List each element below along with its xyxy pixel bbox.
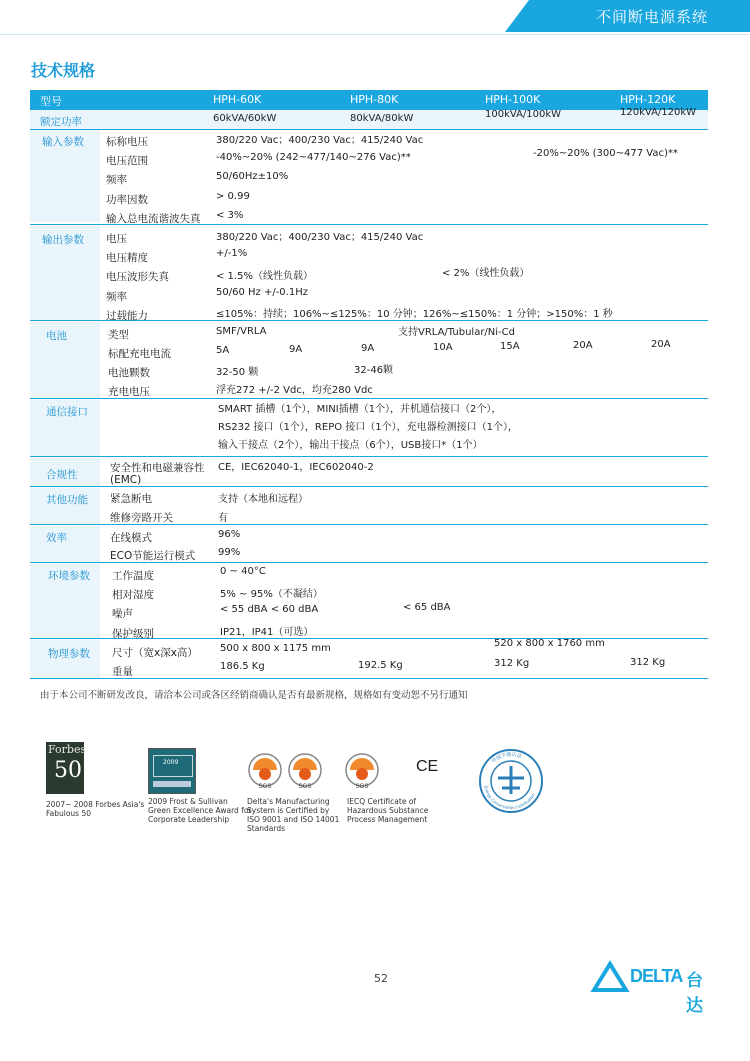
environment-group-title: 环境参数 xyxy=(48,570,90,582)
spec-value: 312 Kg xyxy=(630,657,666,668)
separator xyxy=(30,486,708,487)
spec-label: 标配充电电流 xyxy=(108,348,171,360)
spec-label: 标称电压 xyxy=(106,136,148,148)
svg-text:SGS: SGS xyxy=(258,784,272,790)
spec-value: < 3% xyxy=(216,210,244,221)
spec-label: 重量 xyxy=(112,666,133,678)
spec-value: 支持（本地和远程） xyxy=(218,494,308,505)
spec-value: 0 ~ 40°C xyxy=(220,566,266,577)
spec-label: 电池颗数 xyxy=(108,367,150,379)
spec-value: < 2%（线性负载） xyxy=(442,268,530,279)
rating-80k: 80kVA/80kW xyxy=(350,113,414,124)
spec-value: 380/220 Vac；400/230 Vac；415/240 Vac xyxy=(216,232,424,243)
model-80k: HPH-80K xyxy=(350,93,399,106)
spec-value: SMF/VRLA xyxy=(216,326,267,337)
sgs-iso-caption: Delta's Manufacturing System is Certified by ISO 9001 and ISO 14001 Standards xyxy=(247,797,340,833)
spec-label: 频率 xyxy=(106,291,127,303)
header-title: 不间断电源系统 xyxy=(596,8,709,26)
ce-mark-icon: CE xyxy=(416,758,439,775)
sgs-iecq-certification-icon xyxy=(344,752,384,792)
spec-value: 9A xyxy=(361,343,375,354)
separator xyxy=(30,456,708,457)
footnote: 由于本公司不断研发改良，请洽本公司或各区经销商确认是否有最新规格，规格如有变动恕不另行通知 xyxy=(40,690,468,701)
rating-label: 额定功率 xyxy=(40,116,82,128)
spec-value: 支持VRLA/Tubular/Ni-Cd xyxy=(398,327,515,338)
spec-label: 输入总电流谐波失真 xyxy=(106,213,201,225)
iecq-caption: IECQ Certificate of Hazardous Substance Process Management xyxy=(347,797,429,824)
comm-line: 输入干接点（2个），输出干接点（6个），USB接口*（1个） xyxy=(218,440,483,451)
brand-cn: 台达 xyxy=(686,971,703,1016)
efficiency-group-title: 效率 xyxy=(46,532,67,544)
svg-text:Energy Conservation Certificat: Energy Conservation Certification xyxy=(483,785,536,811)
output-group-title: 输出参数 xyxy=(42,234,84,246)
forbes-logo xyxy=(46,742,87,794)
physical-group-title: 物理参数 xyxy=(48,648,90,660)
sgs-iso-certification-icon xyxy=(247,752,327,792)
spec-label: 电压精度 xyxy=(106,252,148,264)
spec-value: 500 x 800 x 1175 mm xyxy=(220,643,331,654)
spec-value: 5A xyxy=(216,345,230,356)
spec-value: 32-50 颗 xyxy=(216,367,259,378)
input-group-title: 输入参数 xyxy=(42,136,84,148)
spec-label: 紧急断电 xyxy=(110,493,152,505)
model-header-label: 型号 xyxy=(40,95,62,108)
spec-value: 520 x 800 x 1760 mm xyxy=(494,638,605,649)
spec-value: 99% xyxy=(218,547,241,558)
page-number: 52 xyxy=(374,972,388,985)
battery-group-title: 电池 xyxy=(46,330,67,342)
spec-label: 工作温度 xyxy=(112,570,154,582)
spec-value: 50/60Hz±10% xyxy=(216,171,289,182)
spec-label: 相对湿度 xyxy=(112,589,154,601)
spec-value: 50/60 Hz +/-0.1Hz xyxy=(216,287,308,298)
frost-sullivan-caption: 2009 Frost & Sullivan Green Excellence Award for Corporate Leadership xyxy=(148,797,252,824)
spec-value: 15A xyxy=(500,341,520,352)
spec-value: 9A xyxy=(289,344,303,355)
delta-triangle-icon xyxy=(594,964,626,990)
spec-value: -20%~20% (300~477 Vac)** xyxy=(533,148,678,159)
brand-name: DELTA xyxy=(630,966,683,986)
rating-100k: 100kVA/100kW xyxy=(485,109,562,120)
model-120k: HPH-120K xyxy=(620,93,676,106)
svg-text:中国节能认证: 中国节能认证 xyxy=(490,751,523,765)
rating-120k: 120kVA/120kW xyxy=(620,107,697,118)
spec-label: 在线模式 xyxy=(110,532,152,544)
spec-value: < 1.5%（线性负载） xyxy=(216,271,313,282)
spec-label: 过载能力 xyxy=(106,310,148,322)
spec-label: 功率因数 xyxy=(106,194,148,206)
spec-label: 电压 xyxy=(106,233,127,245)
spec-value: 192.5 Kg xyxy=(358,660,403,671)
spec-label: 频率 xyxy=(106,174,127,186)
spec-value: IP21，IP41（可选） xyxy=(220,627,314,638)
energy-conservation-seal-icon xyxy=(478,748,544,814)
spec-label: 保护级别 xyxy=(112,628,154,640)
spec-value: 5% ~ 95%（不凝结） xyxy=(220,589,323,600)
spec-label: 电压范围 xyxy=(106,155,148,167)
spec-label: 类型 xyxy=(108,329,129,341)
rating-60k: 60kVA/60kW xyxy=(213,113,277,124)
forbes-50: 50 xyxy=(54,758,82,783)
table-header-row xyxy=(30,90,708,110)
spec-value: 浮充272 +/-2 Vdc，均充280 Vdc xyxy=(216,385,373,396)
spec-value: 312 Kg xyxy=(494,658,530,669)
spec-value: 有 xyxy=(218,513,228,524)
other-group-title: 其他功能 xyxy=(46,494,88,506)
forbes-caption: 2007~ 2008 Forbes Asia's Fabulous 50 xyxy=(46,800,145,818)
spec-value: 20A xyxy=(573,340,593,351)
section-title: 技术规格 xyxy=(31,61,96,80)
spec-value: CE，IEC62040-1，IEC602040-2 xyxy=(218,462,374,473)
spec-label: (EMC) xyxy=(110,474,142,486)
spec-value: -40%~20% (242~477/140~276 Vac)** xyxy=(216,152,411,163)
spec-value: 380/220 Vac；400/230 Vac；415/240 Vac xyxy=(216,135,424,146)
comm-line: RS232 接口（1个），REPO 接口（1个），充电器检测接口（1个）， xyxy=(218,422,518,433)
spec-value: < 55 dBA < 60 dBA xyxy=(220,604,319,615)
spec-value: +/-1% xyxy=(216,248,248,259)
spec-value: < 65 dBA xyxy=(403,602,451,613)
forbes-wordmark: Forbes xyxy=(48,743,87,756)
spec-value: 10A xyxy=(433,342,453,353)
svg-text:SGS: SGS xyxy=(355,784,369,790)
spec-label: 充电电压 xyxy=(108,386,150,398)
spec-value: ≤105%：持续；106%~≤125%：10 分钟；126%~≤150%：1 分钟；>150%：1 秒 xyxy=(216,309,613,320)
spec-value: > 0.99 xyxy=(216,191,250,202)
spec-value: 96% xyxy=(218,529,241,540)
comm-group-title: 通信接口 xyxy=(46,406,88,418)
frost-sullivan-award-icon: 2009 xyxy=(148,748,196,794)
spec-label: 噪声 xyxy=(112,608,133,620)
spec-value: 20A xyxy=(651,339,671,350)
spec-label: 电压波形失真 xyxy=(106,271,169,283)
spec-label: 维修旁路开关 xyxy=(110,512,173,524)
spec-value: 186.5 Kg xyxy=(220,661,265,672)
svg-text:SGS: SGS xyxy=(298,784,312,790)
model-100k: HPH-100K xyxy=(485,93,541,106)
comm-line: SMART 插槽（1个），MINI插槽（1个），并机通信接口（2个）， xyxy=(218,404,502,415)
spec-label: 尺寸（宽x深x高） xyxy=(112,647,198,659)
spec-value: 32-46颗 xyxy=(354,365,394,376)
spec-label: ECO节能运行模式 xyxy=(110,550,196,562)
spec-label: 安全性和电磁兼容性 xyxy=(110,462,205,474)
compliance-group-title: 合规性 xyxy=(46,469,78,481)
model-60k: HPH-60K xyxy=(213,93,262,106)
